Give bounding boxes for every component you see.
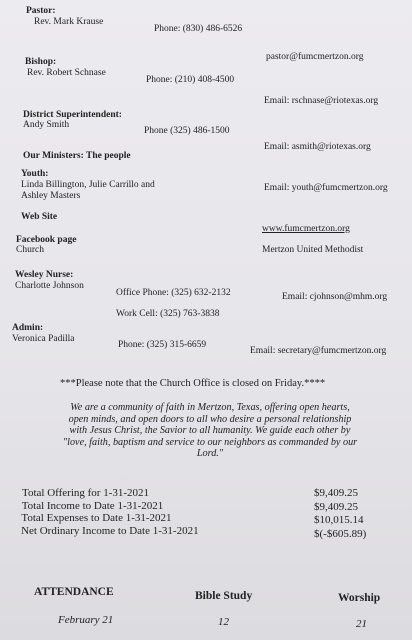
financial-label: Total Income to Date 1-31-2021 bbox=[21, 499, 164, 512]
bishop-email[interactable]: Email: rschnase@riotexas.org bbox=[264, 96, 379, 106]
district-heading: District Superintendent: bbox=[23, 110, 122, 120]
bishop-name: Rev. Robert Schnase bbox=[27, 68, 106, 78]
financial-label: Total Offering for 1-31-2021 bbox=[22, 487, 150, 499]
nurse-heading: Wesley Nurse: bbox=[15, 270, 74, 280]
facebook-page-name[interactable]: Mertzon United Methodist bbox=[262, 245, 364, 255]
pastor-heading: Pastor: bbox=[26, 6, 56, 16]
district-phone: Phone (325) 486-1500 bbox=[144, 126, 230, 136]
mission-statement: We are a community of faith in Mertzon, Texas, offering open hearts, open minds, and open doors to all who desire a personal relationship with Jesus Christ, the Savior to all humanity. We guide each other by "love, faith, baptism and service to our neighbors as commanded by our Lord." bbox=[62, 402, 358, 460]
financial-label: Total Expenses to Date 1-31-2021 bbox=[21, 512, 172, 524]
youth-names-line2: Ashley Masters bbox=[21, 191, 81, 201]
attendance-col-worship: Worship bbox=[338, 592, 381, 604]
ministers-heading: Our Ministers: The people bbox=[23, 151, 131, 161]
pastor-email[interactable]: pastor@fumcmertzon.org bbox=[266, 52, 364, 62]
website-heading: Web Site bbox=[21, 212, 58, 222]
attendance-bible-study-count: 12 bbox=[218, 616, 229, 628]
financial-value: $9,409.25 bbox=[314, 487, 358, 499]
office-closed-notice: ***Please note that the Church Office is closed on Friday.**** bbox=[60, 378, 326, 389]
bishop-phone: Phone: (210) 408-4500 bbox=[146, 75, 235, 85]
attendance-worship-count: 21 bbox=[356, 618, 367, 630]
nurse-name: Charlotte Johnson bbox=[15, 281, 84, 291]
nurse-office-phone: Office Phone: (325) 632-2132 bbox=[116, 288, 231, 298]
youth-heading: Youth: bbox=[21, 169, 49, 179]
district-email[interactable]: Email: asmith@riotexas.org bbox=[264, 142, 371, 152]
youth-names-line1: Linda Billington, Julie Carrillo and bbox=[21, 180, 155, 190]
financial-value: $9,409.25 bbox=[314, 500, 358, 513]
attendance-date: February 21 bbox=[58, 614, 114, 626]
admin-name: Veronica Padilla bbox=[12, 334, 75, 344]
attendance-heading: ATTENDANCE bbox=[34, 586, 114, 598]
youth-email[interactable]: Email: youth@fumcmertzon.org bbox=[264, 183, 388, 193]
district-name: Andy Smith bbox=[23, 120, 70, 130]
admin-email[interactable]: Email: secretary@fumcmertzon.org bbox=[250, 346, 387, 356]
website-link[interactable]: www.fumcmertzon.org bbox=[262, 224, 350, 234]
admin-heading: Admin: bbox=[12, 323, 44, 333]
attendance-col-bible-study: Bible Study bbox=[195, 590, 253, 602]
financial-value: $10,015.14 bbox=[314, 514, 364, 527]
facebook-label: Church bbox=[16, 245, 44, 255]
nurse-email[interactable]: Email: cjohnson@mhm.org bbox=[282, 292, 388, 302]
bishop-heading: Bishop: bbox=[25, 57, 57, 67]
facebook-heading: Facebook page bbox=[16, 235, 77, 245]
nurse-cell-phone: Work Cell: (325) 763-3838 bbox=[116, 309, 220, 319]
admin-phone: Phone: (325) 315-6659 bbox=[118, 340, 207, 350]
pastor-phone: Phone: (830) 486-6526 bbox=[154, 24, 243, 34]
financial-label: Net Ordinary Income to Date 1-31-2021 bbox=[21, 524, 199, 537]
financial-value: $(-$605.89) bbox=[314, 528, 367, 541]
pastor-name: Rev. Mark Krause bbox=[34, 17, 104, 27]
